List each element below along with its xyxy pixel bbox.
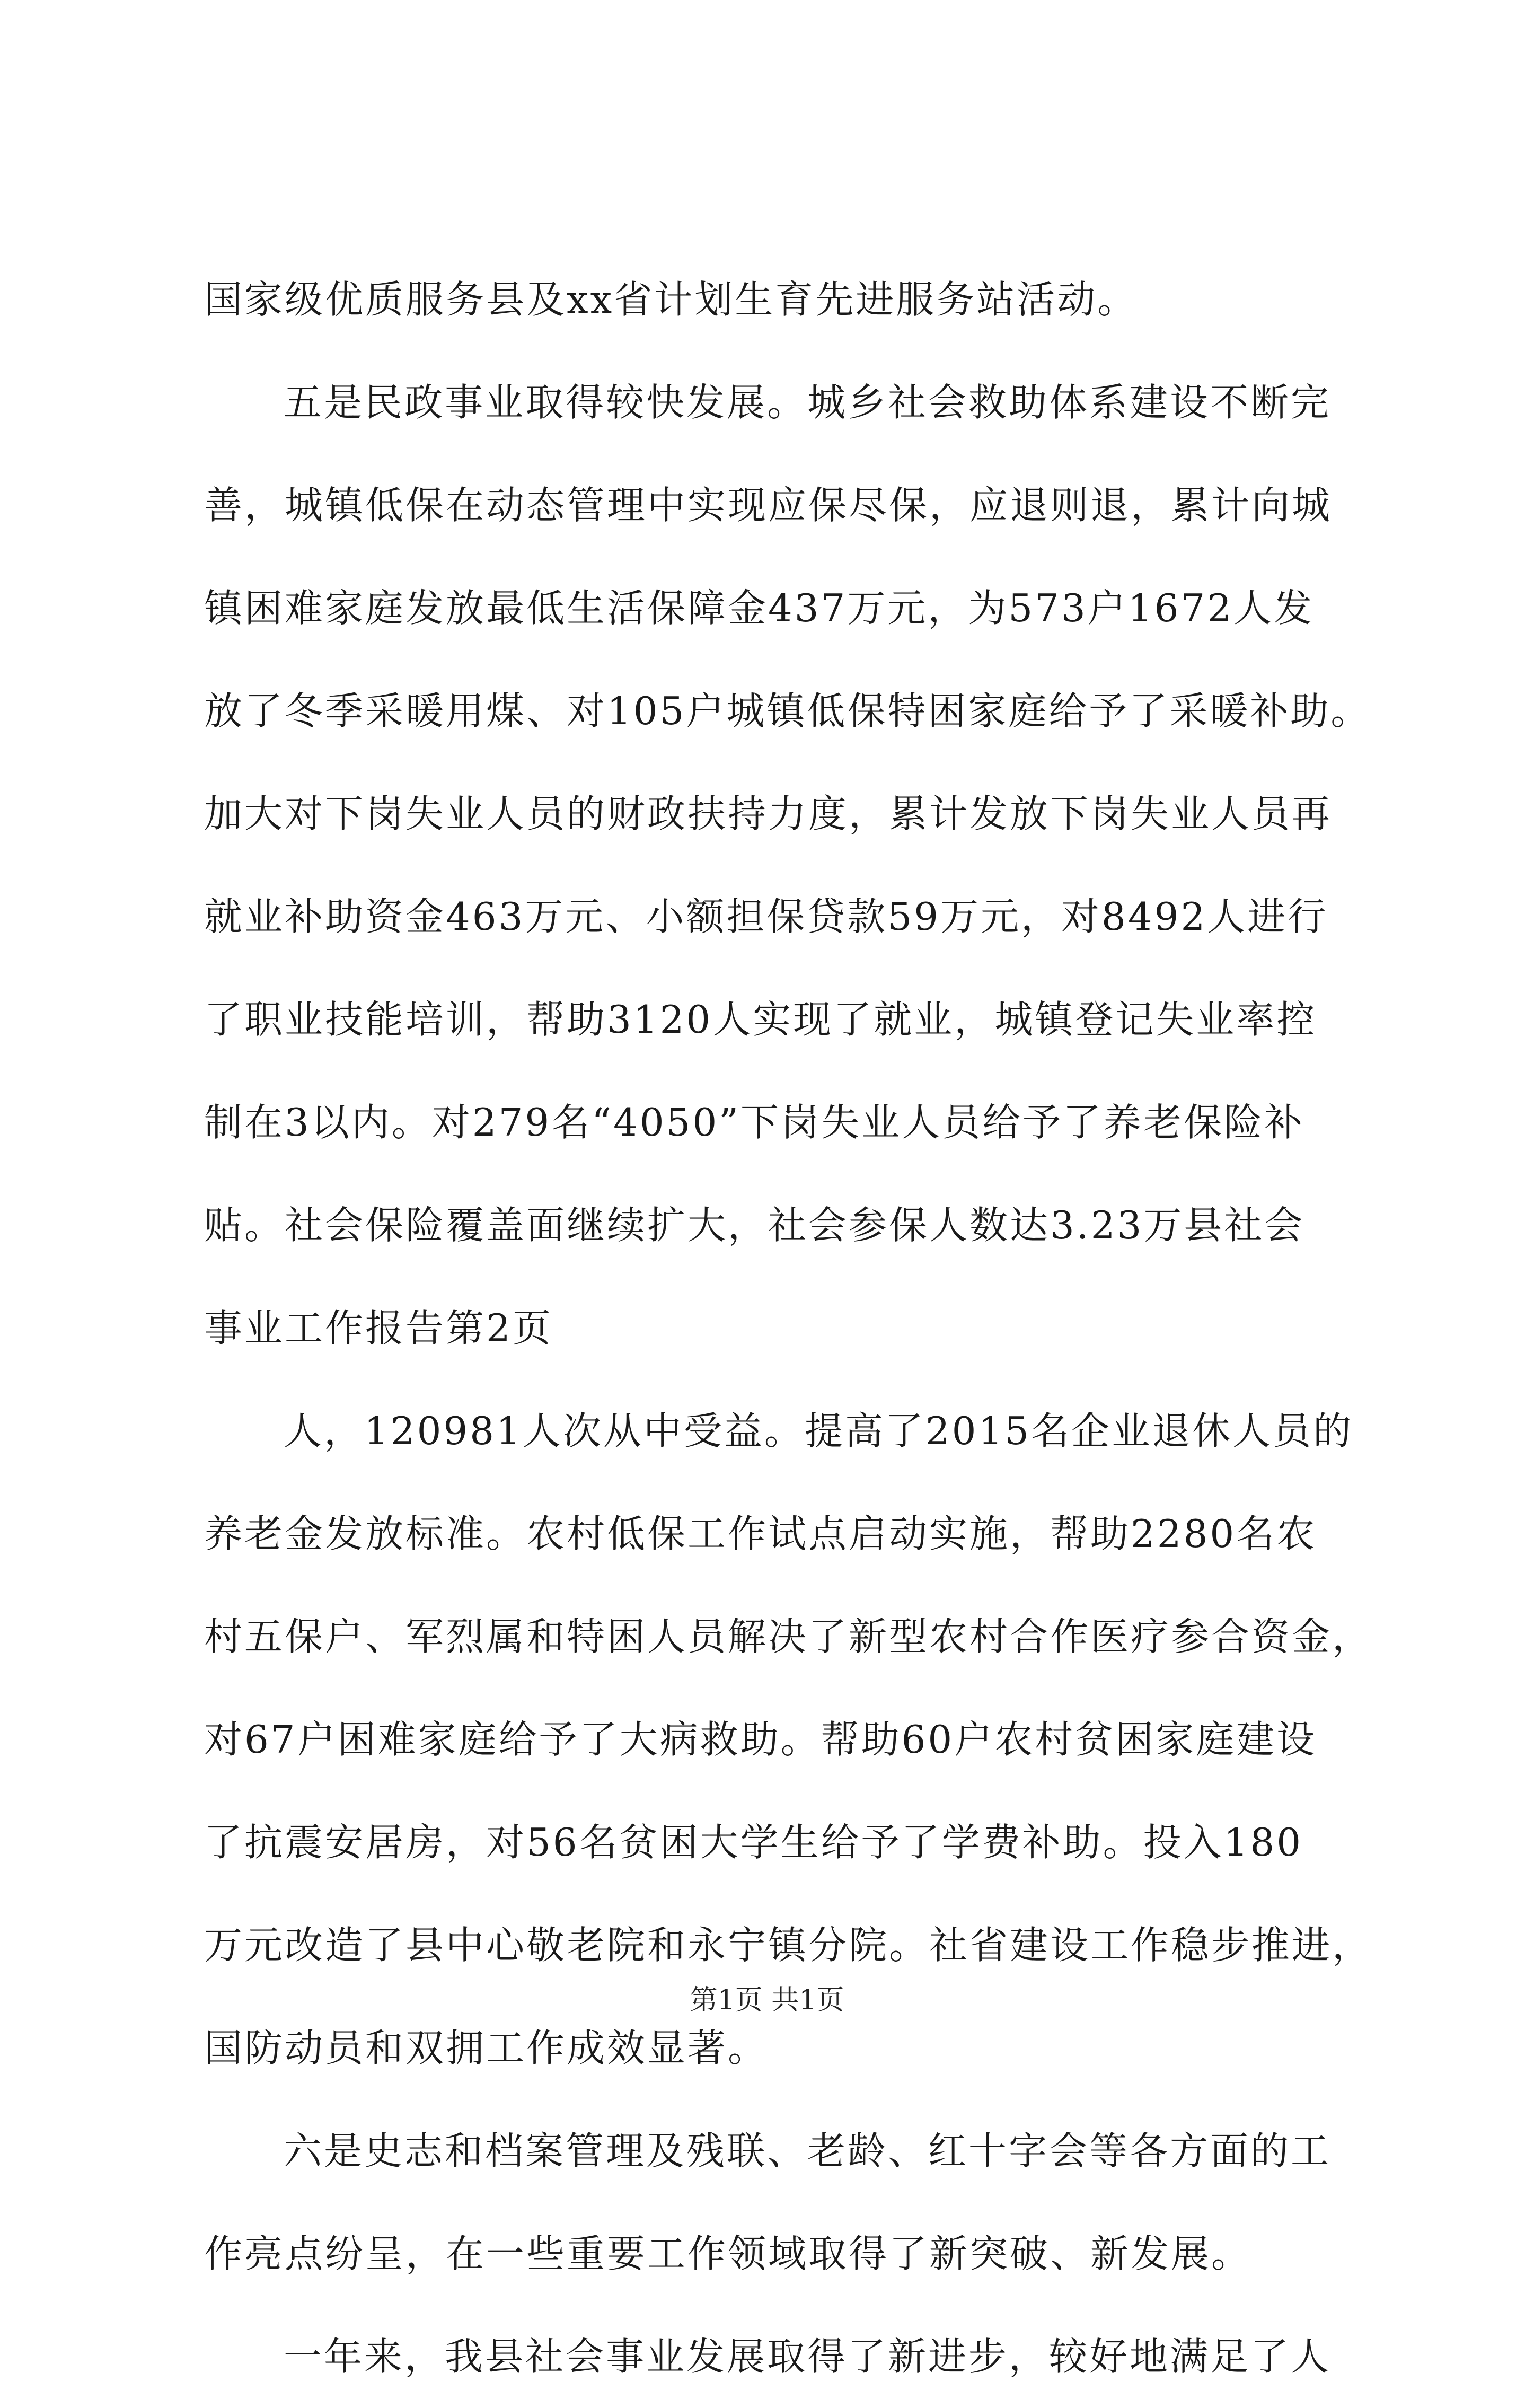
text-line: 善，城镇低保在动态管理中实现应保尽保，应退则退，累计向城: [204, 483, 1333, 528]
text-line: 了抗震安居房，对56名贫困大学生给予了学费补助。投入180: [204, 1820, 1303, 1865]
text-line: 国防动员和双拥工作成效显著。: [204, 2026, 769, 2070]
text-line: 就业补助资金463万元、小额担保贷款59万元，对8492人进行: [204, 894, 1328, 939]
text-line: 镇困难家庭发放最低生活保障金437万元，为573户1672人发: [204, 586, 1315, 630]
text-line: 制在3以内。对279名“4050”下岗失业人员给予了养老保险补: [204, 1100, 1305, 1145]
page-footer: [0, 1982, 1534, 2019]
text-line: 事业工作报告第2页: [204, 1306, 553, 1350]
paragraph-start-line: 六是史志和档案管理及残联、老龄、红十字会等各方面的工: [284, 2129, 1332, 2173]
paragraph-start-line: 五是民政事业取得较快发展。城乡社会救助体系建设不断完: [284, 380, 1332, 425]
text-line: 作亮点纷呈，在一些重要工作领域取得了新突破、新发展。: [204, 2231, 1252, 2276]
paragraph-start-line: 人，120981人次从中受益。提高了2015名企业退休人员的: [284, 1409, 1354, 1453]
text-line: 加大对下岗失业人员的财政扶持力度，累计发放下岗失业人员再: [204, 792, 1333, 836]
text-line: 放了冬季采暖用煤、对105户城镇低保特困家庭给予了采暖补助。: [204, 689, 1371, 733]
text-line: 贴。社会保险覆盖面继续扩大，社会参保人数达3.23万县社会: [204, 1203, 1305, 1247]
text-line: 养老金发放标准。农村低保工作试点启动实施，帮助2280名农: [204, 1511, 1317, 1556]
text-line: 村五保户、军烈属和特困人员解决了新型农村合作医疗参合资金，: [204, 1614, 1373, 1659]
document-body: [204, 248, 1373, 2408]
paragraph-start-line: 一年来，我县社会事业发展取得了新进步，较好地满足了人: [284, 2334, 1332, 2379]
text-line: 万元改造了县中心敬老院和永宁镇分院。社省建设工作稳步推进，: [204, 1923, 1373, 1967]
page-number-label: 第1页 共1页: [690, 1984, 844, 2016]
text-line: 对67户困难家庭给予了大病救助。帮助60户农村贫困家庭建设: [204, 1717, 1317, 1762]
text-line: 了职业技能培训，帮助3120人实现了就业，城镇登记失业率控: [204, 997, 1317, 1042]
text-line: 国家级优质服务县及xx省计划生育先进服务站活动。: [204, 277, 1138, 322]
